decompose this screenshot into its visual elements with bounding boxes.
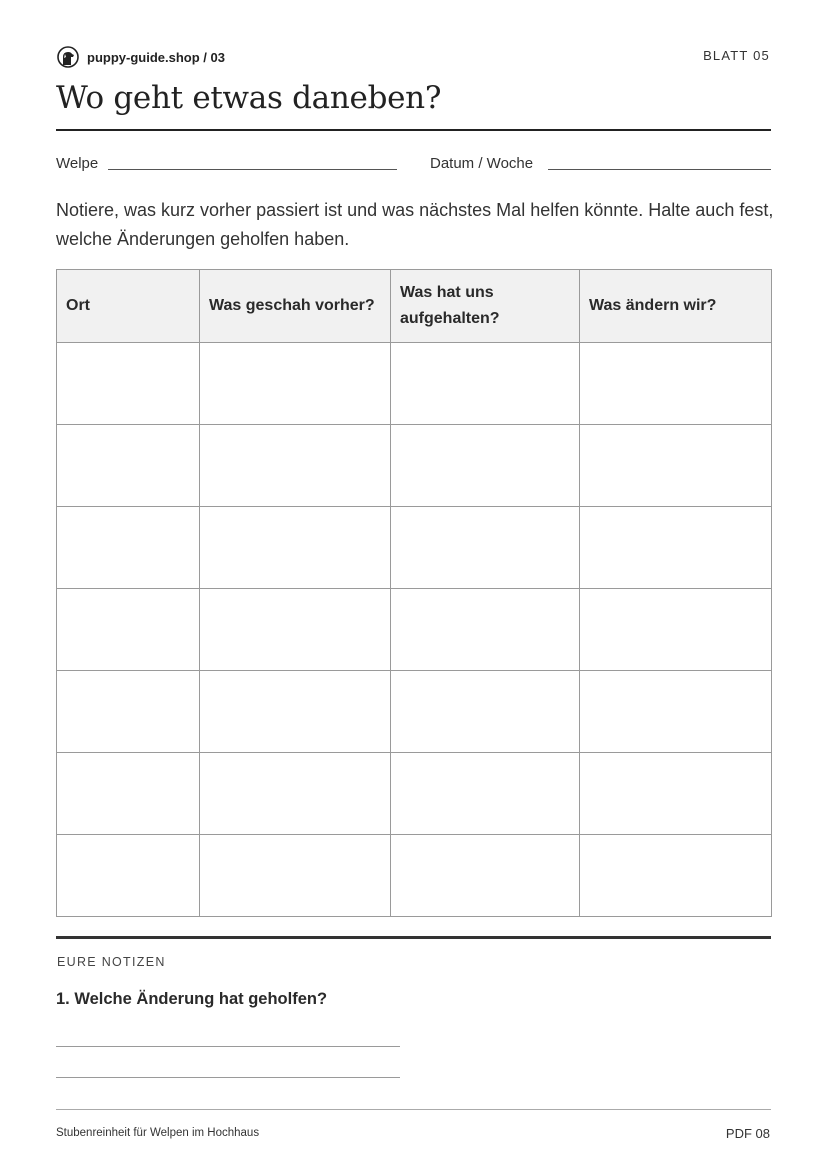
table-cell[interactable] [391, 753, 580, 835]
table-cell[interactable] [57, 671, 200, 753]
table-cell[interactable] [200, 589, 391, 671]
table-cell[interactable] [200, 425, 391, 507]
column-header-change: Was ändern wir? [580, 270, 772, 343]
table-cell[interactable] [580, 753, 772, 835]
answer-line[interactable] [56, 1077, 400, 1078]
table-cell[interactable] [580, 425, 772, 507]
table-cell[interactable] [580, 835, 772, 917]
date-field-line[interactable] [548, 169, 771, 170]
table-cell[interactable] [391, 343, 580, 425]
puppy-field-line[interactable] [108, 169, 397, 170]
footer-title: Stubenreinheit für Welpen im Hochhaus [56, 1127, 260, 1139]
footer-divider [56, 1109, 771, 1110]
table-cell[interactable] [580, 343, 772, 425]
footer-page-label: PDF 08 [725, 1126, 770, 1141]
column-header-obstacle: Was hat uns aufgehalten? [391, 270, 580, 343]
puppy-field-label: Welpe [56, 155, 99, 172]
table-cell[interactable] [391, 835, 580, 917]
puppy-sitting-icon [57, 46, 79, 68]
table-cell[interactable] [391, 589, 580, 671]
page-title: Wo geht etwas daneben? [56, 80, 442, 116]
instructions-text: Notiere, was kurz vorher passiert ist und was nächstes Mal helfen könnte. Halte auch fest, welche Änderungen geholfen haben. [56, 200, 774, 249]
table-row [57, 425, 772, 507]
table-cell[interactable] [57, 507, 200, 589]
table-cell[interactable] [57, 753, 200, 835]
brand [57, 45, 225, 69]
table-row [57, 507, 772, 589]
table-cell[interactable] [57, 425, 200, 507]
table-row [57, 753, 772, 835]
table-cell[interactable] [580, 507, 772, 589]
table-cell[interactable] [391, 671, 580, 753]
table-cell[interactable] [57, 589, 200, 671]
date-field-label: Datum / Woche [430, 155, 534, 172]
table-row [57, 343, 772, 425]
table-cell[interactable] [580, 589, 772, 671]
table-row [57, 835, 772, 917]
incident-log-table [56, 269, 772, 917]
table-cell[interactable] [580, 671, 772, 753]
title-divider [56, 129, 771, 131]
table-cell[interactable] [200, 753, 391, 835]
table-cell[interactable] [391, 507, 580, 589]
answer-line[interactable] [56, 1046, 400, 1047]
column-header-before: Was geschah vorher? [200, 270, 391, 343]
table-cell[interactable] [391, 425, 580, 507]
table-cell[interactable] [200, 343, 391, 425]
notes-heading: EURE NOTIZEN [57, 955, 166, 969]
table-cell[interactable] [200, 671, 391, 753]
notes-question: 1. Welche Änderung hat geholfen? [56, 990, 328, 1008]
table-row [57, 589, 772, 671]
table-header-row [57, 270, 772, 343]
notes-divider [56, 936, 771, 939]
table-row [57, 671, 772, 753]
table-cell[interactable] [57, 343, 200, 425]
column-header-place: Ort [57, 270, 200, 343]
table-cell[interactable] [200, 507, 391, 589]
table-cell[interactable] [200, 835, 391, 917]
table-cell[interactable] [57, 835, 200, 917]
brand-name: puppy-guide.shop / 03 [87, 49, 225, 65]
sheet-number: BLATT 05 [703, 48, 770, 63]
